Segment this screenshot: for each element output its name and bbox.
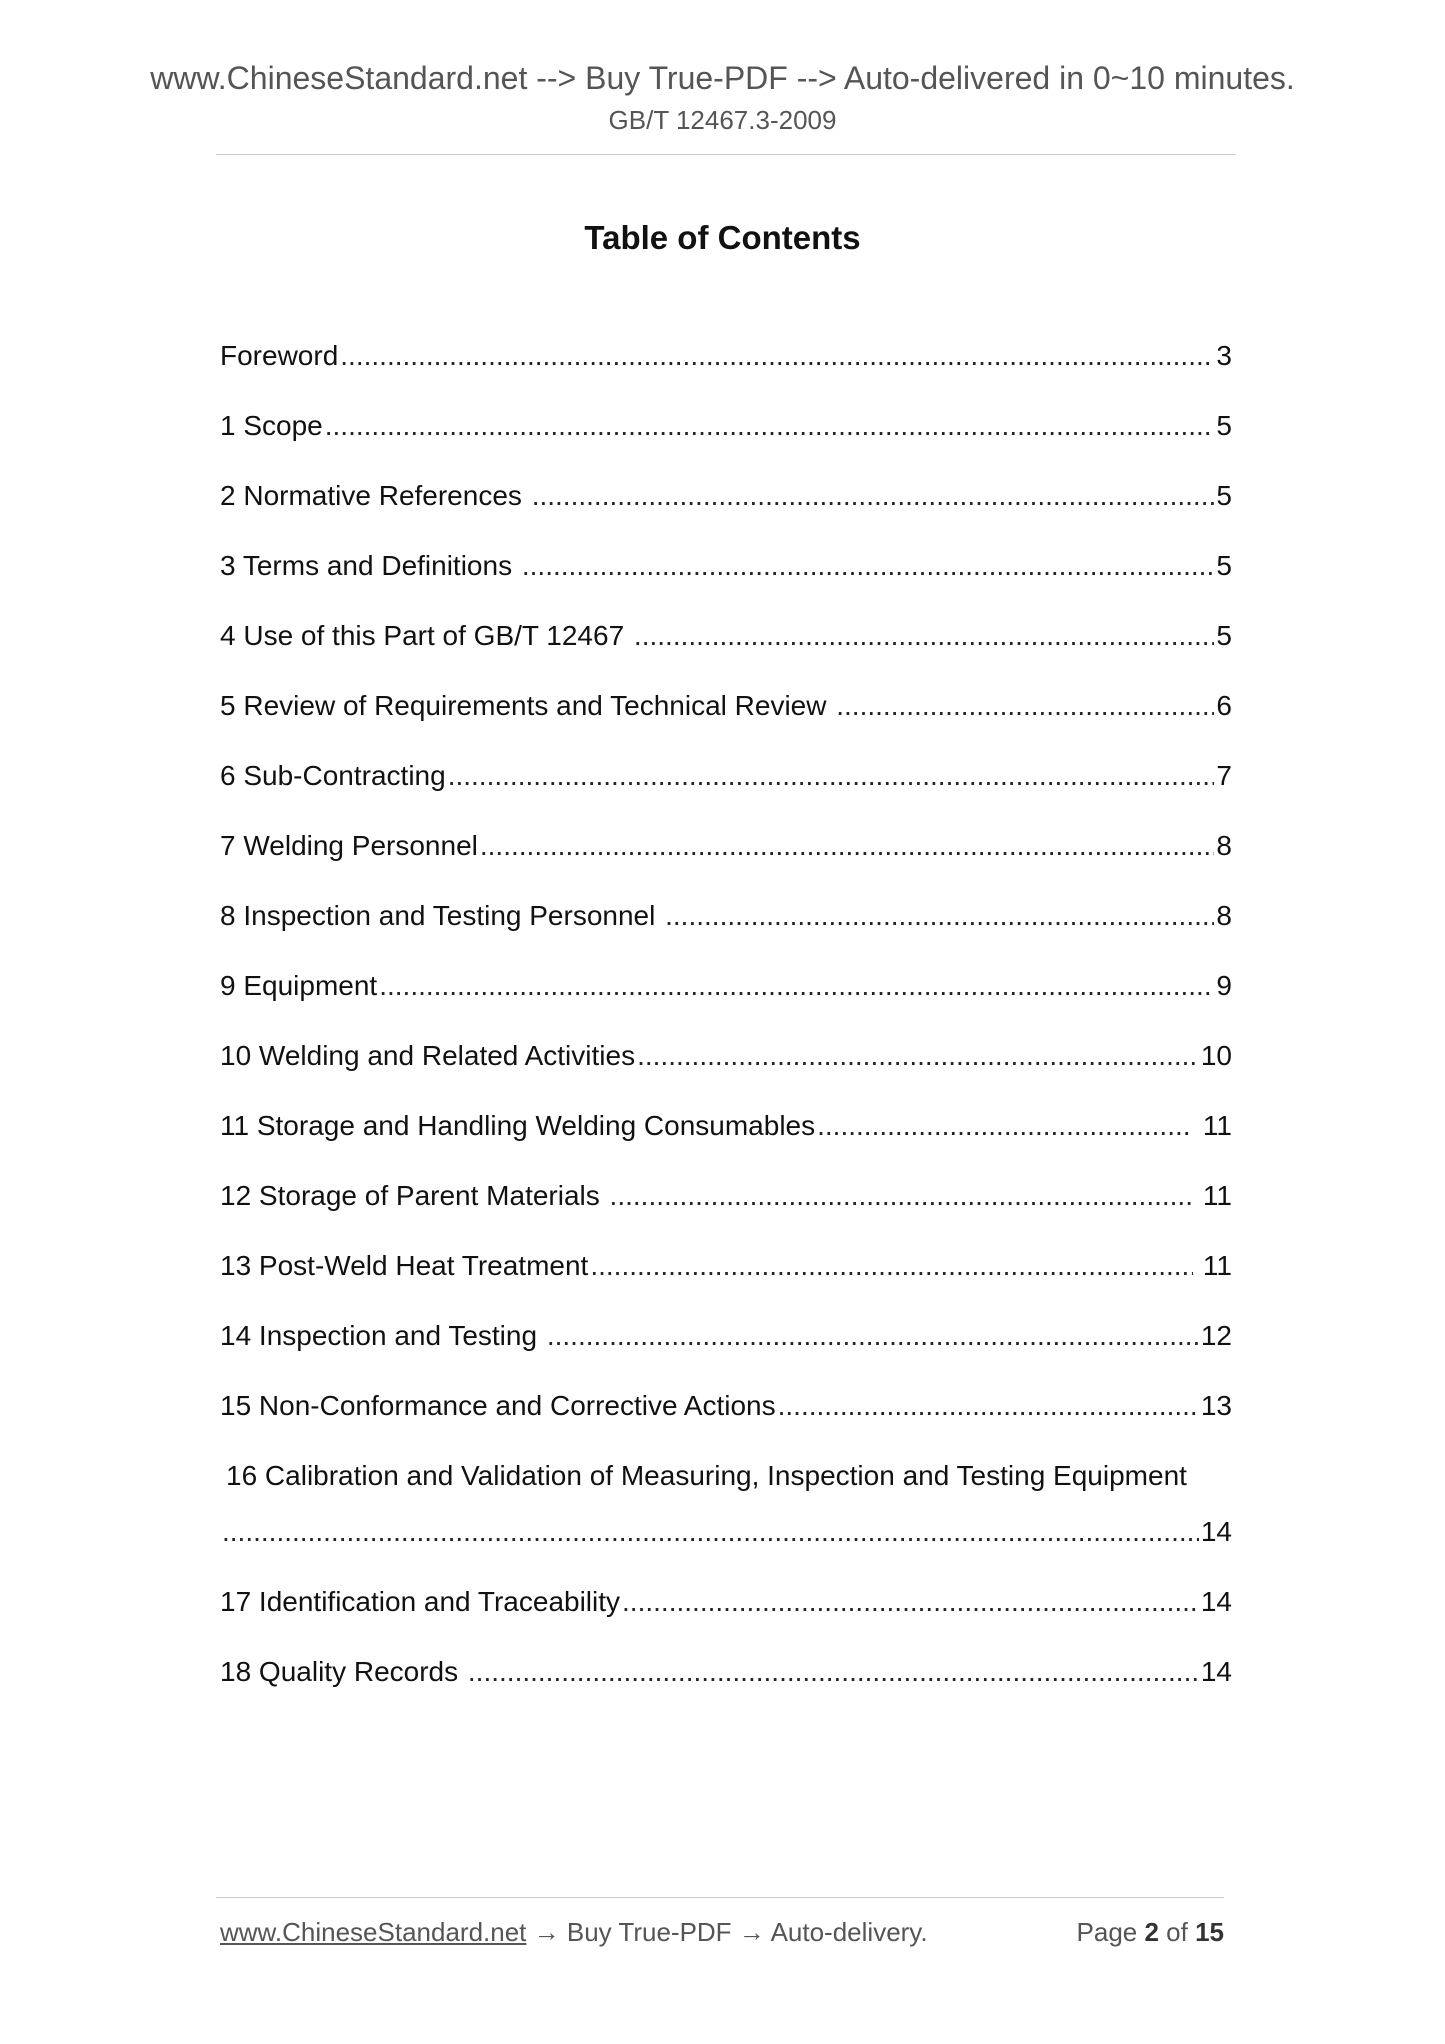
toc-entry-label: 11 Storage and Handling Welding Consumables [220,1110,816,1141]
toc-entry-page: 5 [1216,550,1232,581]
toc-entry-label: 6 Sub-Contracting [220,760,446,791]
toc-dot-leader [379,966,1214,1006]
toc-entry-page: 12 [1200,1320,1232,1351]
toc-dot-leader [222,1512,1199,1552]
toc-entry-label: 2 Normative References [220,480,530,511]
page-indicator [1077,1914,1224,1950]
page-current: 2 [1144,1917,1159,1947]
toc-entry-page: 5 [1216,620,1232,651]
toc-dot-leader [637,1036,1199,1076]
footer-site-link[interactable]: www.ChineseStandard.net [220,1917,527,1947]
toc-entry-page: 8 [1216,830,1232,861]
toc-entry-5[interactable] [220,686,1232,726]
toc-entry-8[interactable] [220,896,1232,936]
toc-entry-label: 17 Identification and Traceability [220,1586,621,1617]
toc-entry-13[interactable] [220,1246,1232,1286]
toc-entry-label: 13 Post-Weld Heat Treatment [220,1250,589,1281]
toc-entry-9[interactable] [220,966,1232,1006]
toc-entry-label: 15 Non-Conformance and Corrective Actions [220,1390,776,1421]
toc-entry-label: 12 Storage of Parent Materials [220,1180,608,1211]
toc-dot-leader [547,1316,1199,1356]
header-divider [216,154,1236,155]
toc-entry-10[interactable] [220,1036,1232,1076]
toc-entry-page: 6 [1216,690,1232,721]
page-of: of [1158,1917,1196,1947]
toc-dot-leader [634,616,1215,656]
toc-dot-leader [778,1386,1199,1426]
toc-entry-7[interactable] [220,826,1232,866]
toc-entry-page: 14 [1200,1656,1232,1687]
toc-entry-6[interactable] [220,756,1232,796]
toc-entry-page: 9 [1216,970,1232,1001]
toc-entry-page: 8 [1216,900,1232,931]
toc-entry-label: 9 Equipment [220,970,378,1001]
toc-dot-leader [325,406,1215,446]
toc-entry-page: 5 [1216,480,1232,511]
toc-entry-page: 11 [1195,1180,1232,1211]
footer-tagline: → Buy True-PDF → Auto-delivery. [526,1917,928,1947]
toc-dot-leader [836,686,1214,726]
toc-entry-label: 4 Use of this Part of GB/T 12467 [220,620,632,651]
toc-entry-label: Foreword [220,340,339,371]
toc-entry-4[interactable] [220,616,1232,656]
footer-promo [220,1914,928,1950]
toc-entry-label: 7 Welding Personnel [220,830,478,861]
toc-entry-page: 14 [1200,1586,1232,1617]
toc-dot-leader [590,1246,1193,1286]
document-code: GB/T 12467.3-2009 [608,105,837,135]
toc-dot-leader [340,336,1214,376]
toc-entry-page: 11 [1195,1250,1232,1281]
toc-entry-label: 14 Inspection and Testing [220,1320,545,1351]
toc-entry-label: 10 Welding and Related Activities [220,1040,636,1071]
toc-entry-label: 8 Inspection and Testing Personnel [220,900,664,931]
toc-dot-leader [665,896,1214,936]
toc-dot-leader [610,1176,1194,1216]
toc-dot-leader [622,1582,1199,1622]
toc-entry-label: 1 Scope [220,410,323,441]
toc-title: Table of Contents [584,219,861,256]
footer-divider [216,1897,1224,1898]
toc-dot-leader [468,1652,1199,1692]
toc-entry-1[interactable] [220,406,1232,446]
toc-entry-page: 5 [1216,410,1232,441]
toc-entry-label: 18 Quality Records [220,1656,466,1687]
toc-entry-17[interactable] [220,1582,1232,1622]
toc-entry-page: 10 [1200,1040,1232,1071]
toc-entry-foreword[interactable] [220,336,1232,376]
toc-entry-3[interactable] [220,546,1232,586]
toc-dot-leader [448,756,1215,796]
toc-entry-label: 3 Terms and Definitions [220,550,520,581]
toc-entry-16-label[interactable]: 16 Calibration and Validation of Measuring, Inspection and Testing Equipment [226,1460,1187,1491]
toc-dot-leader [480,826,1215,866]
toc-entry-page: 11 [1195,1110,1232,1141]
page-prefix: Page [1076,1917,1145,1947]
toc-dot-leader [817,1106,1193,1146]
toc-entry-page: 7 [1216,760,1232,791]
toc-entry-14[interactable] [220,1316,1232,1356]
toc-entry-page: 13 [1200,1390,1232,1421]
toc-entry-page: 14 [1200,1516,1232,1547]
toc-entry-16-leader[interactable] [220,1512,1232,1552]
header-banner: www.ChineseStandard.net --> Buy True-PDF --> Auto-delivered in 0~10 minutes. [150,60,1295,96]
page-footer [220,1914,1224,1950]
toc-entry-page: 3 [1216,340,1232,371]
page-total: 15 [1195,1917,1224,1947]
toc-entry-12[interactable] [220,1176,1232,1216]
toc-entry-2[interactable] [220,476,1232,516]
toc-dot-leader [532,476,1215,516]
toc-entry-15[interactable] [220,1386,1232,1426]
toc-dot-leader [522,546,1215,586]
toc-entry-11[interactable] [220,1106,1232,1146]
toc-entry-label: 5 Review of Requirements and Technical Review [220,690,835,721]
toc-entry-18[interactable] [220,1652,1232,1692]
